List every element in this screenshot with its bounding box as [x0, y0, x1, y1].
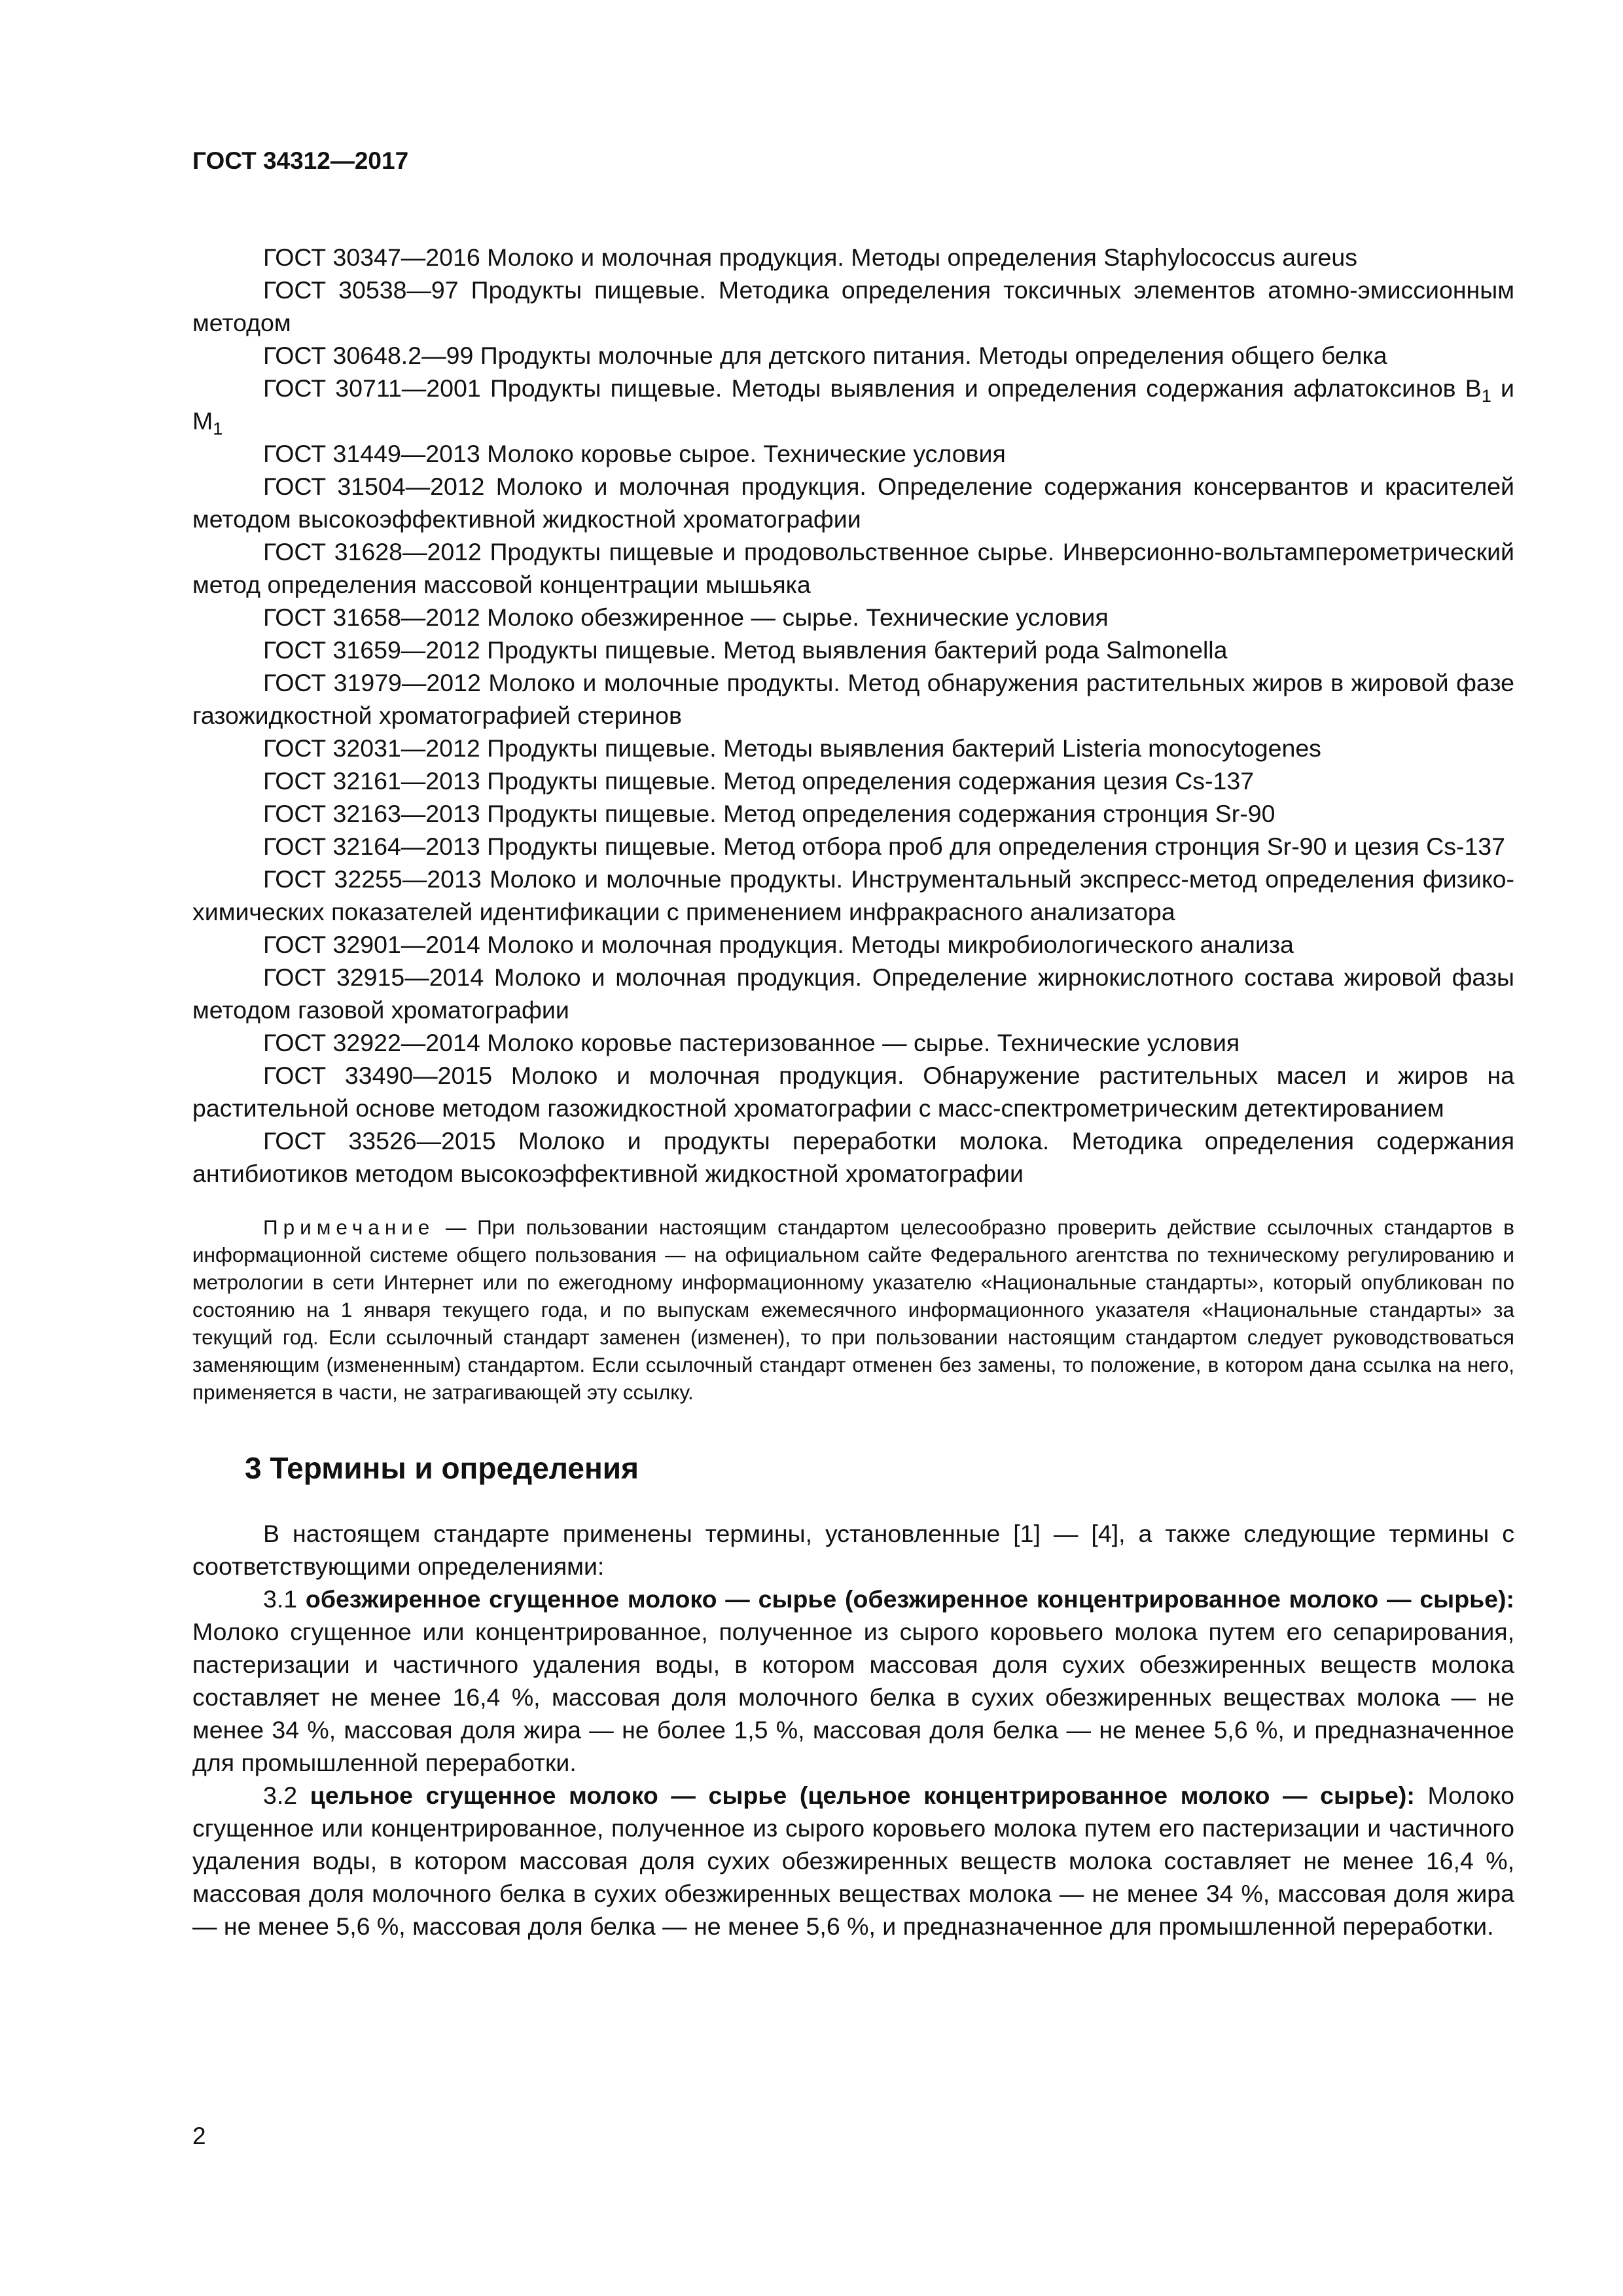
reference-title: Молоко и молочная продукция. Методы микробиологического анализа [487, 931, 1294, 958]
reference-item [192, 1026, 1514, 1059]
reference-item [192, 241, 1514, 274]
reference-code: ГОСТ 30711—2001 [263, 374, 481, 402]
reference-title: Молоко и молочные продукты. Инструментальный экспресс-метод определения физико-химических показателей идентификации с применением инфракрасного анализатора [192, 865, 1514, 925]
term-definition [192, 1583, 1514, 1779]
reference-item [192, 601, 1514, 634]
reference-item [192, 666, 1514, 732]
reference-item [192, 961, 1514, 1026]
reference-title: Молоко и продукты переработки молока. Методика определения содержания антибиотиков методом высокоэффективной жидкостной хроматографии [192, 1127, 1515, 1187]
reference-item [192, 830, 1514, 863]
reference-code: ГОСТ 32031—2012 [263, 734, 480, 762]
note-label: Примечание [263, 1215, 435, 1239]
reference-title: Продукты пищевые. Методика определения токсичных элементов атомно-эмиссионным методом [192, 276, 1514, 336]
reference-code: ГОСТ 30538—97 [263, 276, 459, 304]
note-text: — При пользовании настоящим стандартом целесообразно проверить действие ссылочных стандартов в информационной системе общего пользования — на официальном сайте Федерального агентства по техническому регулированию и метрологии в сети Интернет или по ежегодному информационному указателю «Национальные стандарты», который опубликован по состоянию на 1 января текущего года, и по выпускам ежемесячного информационного указателя «Национальные стандарты» за текущий год. Если ссылочный стандарт заменен (изменен), то при пользовании настоящим стандартом следует руководствоваться заменяющим (измененным) стандартом. Если ссылочный стандарт отменен без замены, то положение, в котором дана ссылка на него, применяется в части, не затрагивающей эту ссылку. [192, 1215, 1514, 1404]
term-text: Молоко сгущенное или концентрированное, полученное из сырого коровьего молока путем его сепарирования, пастеризации и частичного удаления воды, в котором массовая доля сухих обезжиренных веществ молока составляет не менее 16,4 %, массовая доля молочного белка в сухих обезжиренных веществах молока — не менее 34 %, массовая доля жира — не более 1,5 %, массовая доля белка — не менее 5,6 %, и предназначенное для промышленной переработки. [192, 1618, 1514, 1776]
reference-code: ГОСТ 32901—2014 [263, 931, 480, 958]
reference-item [192, 732, 1514, 764]
reference-code: ГОСТ 31658—2012 [263, 603, 480, 631]
subscript: 1 [1481, 386, 1491, 406]
reference-title: Продукты пищевые. Метод определения содержания стронция Sr-90 [487, 800, 1275, 827]
reference-title: Молоко коровье сырое. Технические условия [487, 440, 1006, 467]
reference-code: ГОСТ 32255—2013 [263, 865, 482, 893]
reference-item [192, 437, 1514, 470]
reference-title-part: и M [192, 374, 1514, 435]
reference-title: Продукты молочные для детского питания. Методы определения общего белка [480, 342, 1387, 369]
reference-code: ГОСТ 31504—2012 [263, 473, 485, 500]
reference-code: ГОСТ 32164—2013 [263, 833, 480, 860]
reference-code: ГОСТ 31659—2012 [263, 636, 480, 664]
reference-title: Молоко коровье пастеризованное — сырье. Технические условия [487, 1029, 1240, 1056]
reference-title: Молоко и молочная продукция. Обнаружение растительных масел и жиров на растительной основе методом газожидкостной хроматографии с масс-спектрометрическим детектированием [192, 1062, 1515, 1122]
term-name: цельное сгущенное молоко — сырье (цельное концентрированное молоко — сырье): [310, 1782, 1415, 1809]
reference-code: ГОСТ 33490—2015 [263, 1062, 493, 1089]
reference-item [192, 863, 1514, 928]
note-paragraph [192, 1213, 1514, 1406]
term-name: обезжиренное сгущенное молоко — сырье (обезжиренное концентрированное молоко — сырье): [305, 1585, 1514, 1613]
term-number: 3.1 [263, 1585, 298, 1613]
reference-title: Продукты пищевые. Метод отбора проб для определения стронция Sr-90 и цезия Cs-137 [487, 833, 1506, 860]
reference-item [192, 274, 1514, 339]
term-definition [192, 1779, 1514, 1943]
reference-item [192, 535, 1514, 601]
reference-item [192, 764, 1514, 797]
reference-code: ГОСТ 31449—2013 [263, 440, 480, 467]
reference-code: ГОСТ 30347—2016 [263, 243, 480, 271]
reference-item [192, 372, 1514, 437]
reference-code: ГОСТ 33526—2015 [263, 1127, 496, 1155]
reference-code: ГОСТ 31628—2012 [263, 538, 482, 565]
page-number: 2 [192, 2123, 206, 2149]
reference-title: Молоко и молочная продукция. Методы определения Staphylococcus aureus [487, 243, 1357, 271]
section-intro: В настоящем стандарте применены термины, установленные [1] — [4], а также следующие термины с соответствующими определениями: [192, 1520, 1514, 1580]
term-text: Молоко сгущенное или концентрированное, полученное из сырого коровьего молока путем его пастеризации и частичного удаления воды, в котором массовая доля сухих обезжиренных веществ молока составляет не менее 16,4 %, массовая доля молочного белка в сухих обезжиренных веществах молока — не менее 34 %, массовая доля жира — не менее 5,6 %, массовая доля белка — не менее 5,6 %, и предназначенное для промышленной переработки. [192, 1782, 1515, 1940]
reference-item [192, 634, 1514, 666]
reference-item [192, 339, 1514, 372]
reference-item [192, 797, 1514, 830]
reference-code: ГОСТ 30648.2—99 [263, 342, 474, 369]
section-title: 3 Термины и определения [245, 1451, 639, 1485]
reference-title: Молоко и молочная продукция. Определение содержания консервантов и красителей методом высокоэффективной жидкостной хроматографии [192, 473, 1514, 533]
reference-item [192, 1059, 1514, 1124]
reference-title: Продукты пищевые. Метод определения содержания цезия Cs-137 [487, 767, 1255, 795]
reference-code: ГОСТ 32915—2014 [263, 963, 484, 991]
reference-title: Продукты пищевые. Методы выявления и определения содержания афлатоксинов B [490, 374, 1482, 402]
reference-code: ГОСТ 32922—2014 [263, 1029, 480, 1056]
section-body [192, 1517, 1514, 1943]
document-page [192, 145, 1514, 1943]
reference-title: Молоко и молочная продукция. Определение жирнокислотного состава жировой фазы методом газовой хроматографии [192, 963, 1515, 1024]
reference-title: Молоко и молочные продукты. Метод обнаружения растительных жиров в жировой фазе газожидкостной хроматографией стеринов [192, 669, 1514, 729]
reference-item [192, 1124, 1514, 1190]
references-list [192, 241, 1514, 1190]
reference-title: Продукты пищевые и продовольственное сырье. Инверсионно-вольтамперометрический метод определения массовой концентрации мышьяка [192, 538, 1515, 598]
reference-code: ГОСТ 32161—2013 [263, 767, 480, 795]
reference-title: Продукты пищевые. Метод выявления бактерий рода Salmonella [487, 636, 1228, 664]
document-header: ГОСТ 34312—2017 [192, 147, 409, 174]
subscript: 1 [213, 419, 223, 439]
term-number: 3.2 [263, 1782, 298, 1809]
reference-item [192, 470, 1514, 535]
reference-code: ГОСТ 31979—2012 [263, 669, 481, 696]
reference-item [192, 928, 1514, 961]
reference-code: ГОСТ 32163—2013 [263, 800, 480, 827]
reference-title: Продукты пищевые. Методы выявления бактерий Listeria monocytogenes [487, 734, 1321, 762]
reference-title: Молоко обезжиренное — сырье. Технические условия [487, 603, 1109, 631]
